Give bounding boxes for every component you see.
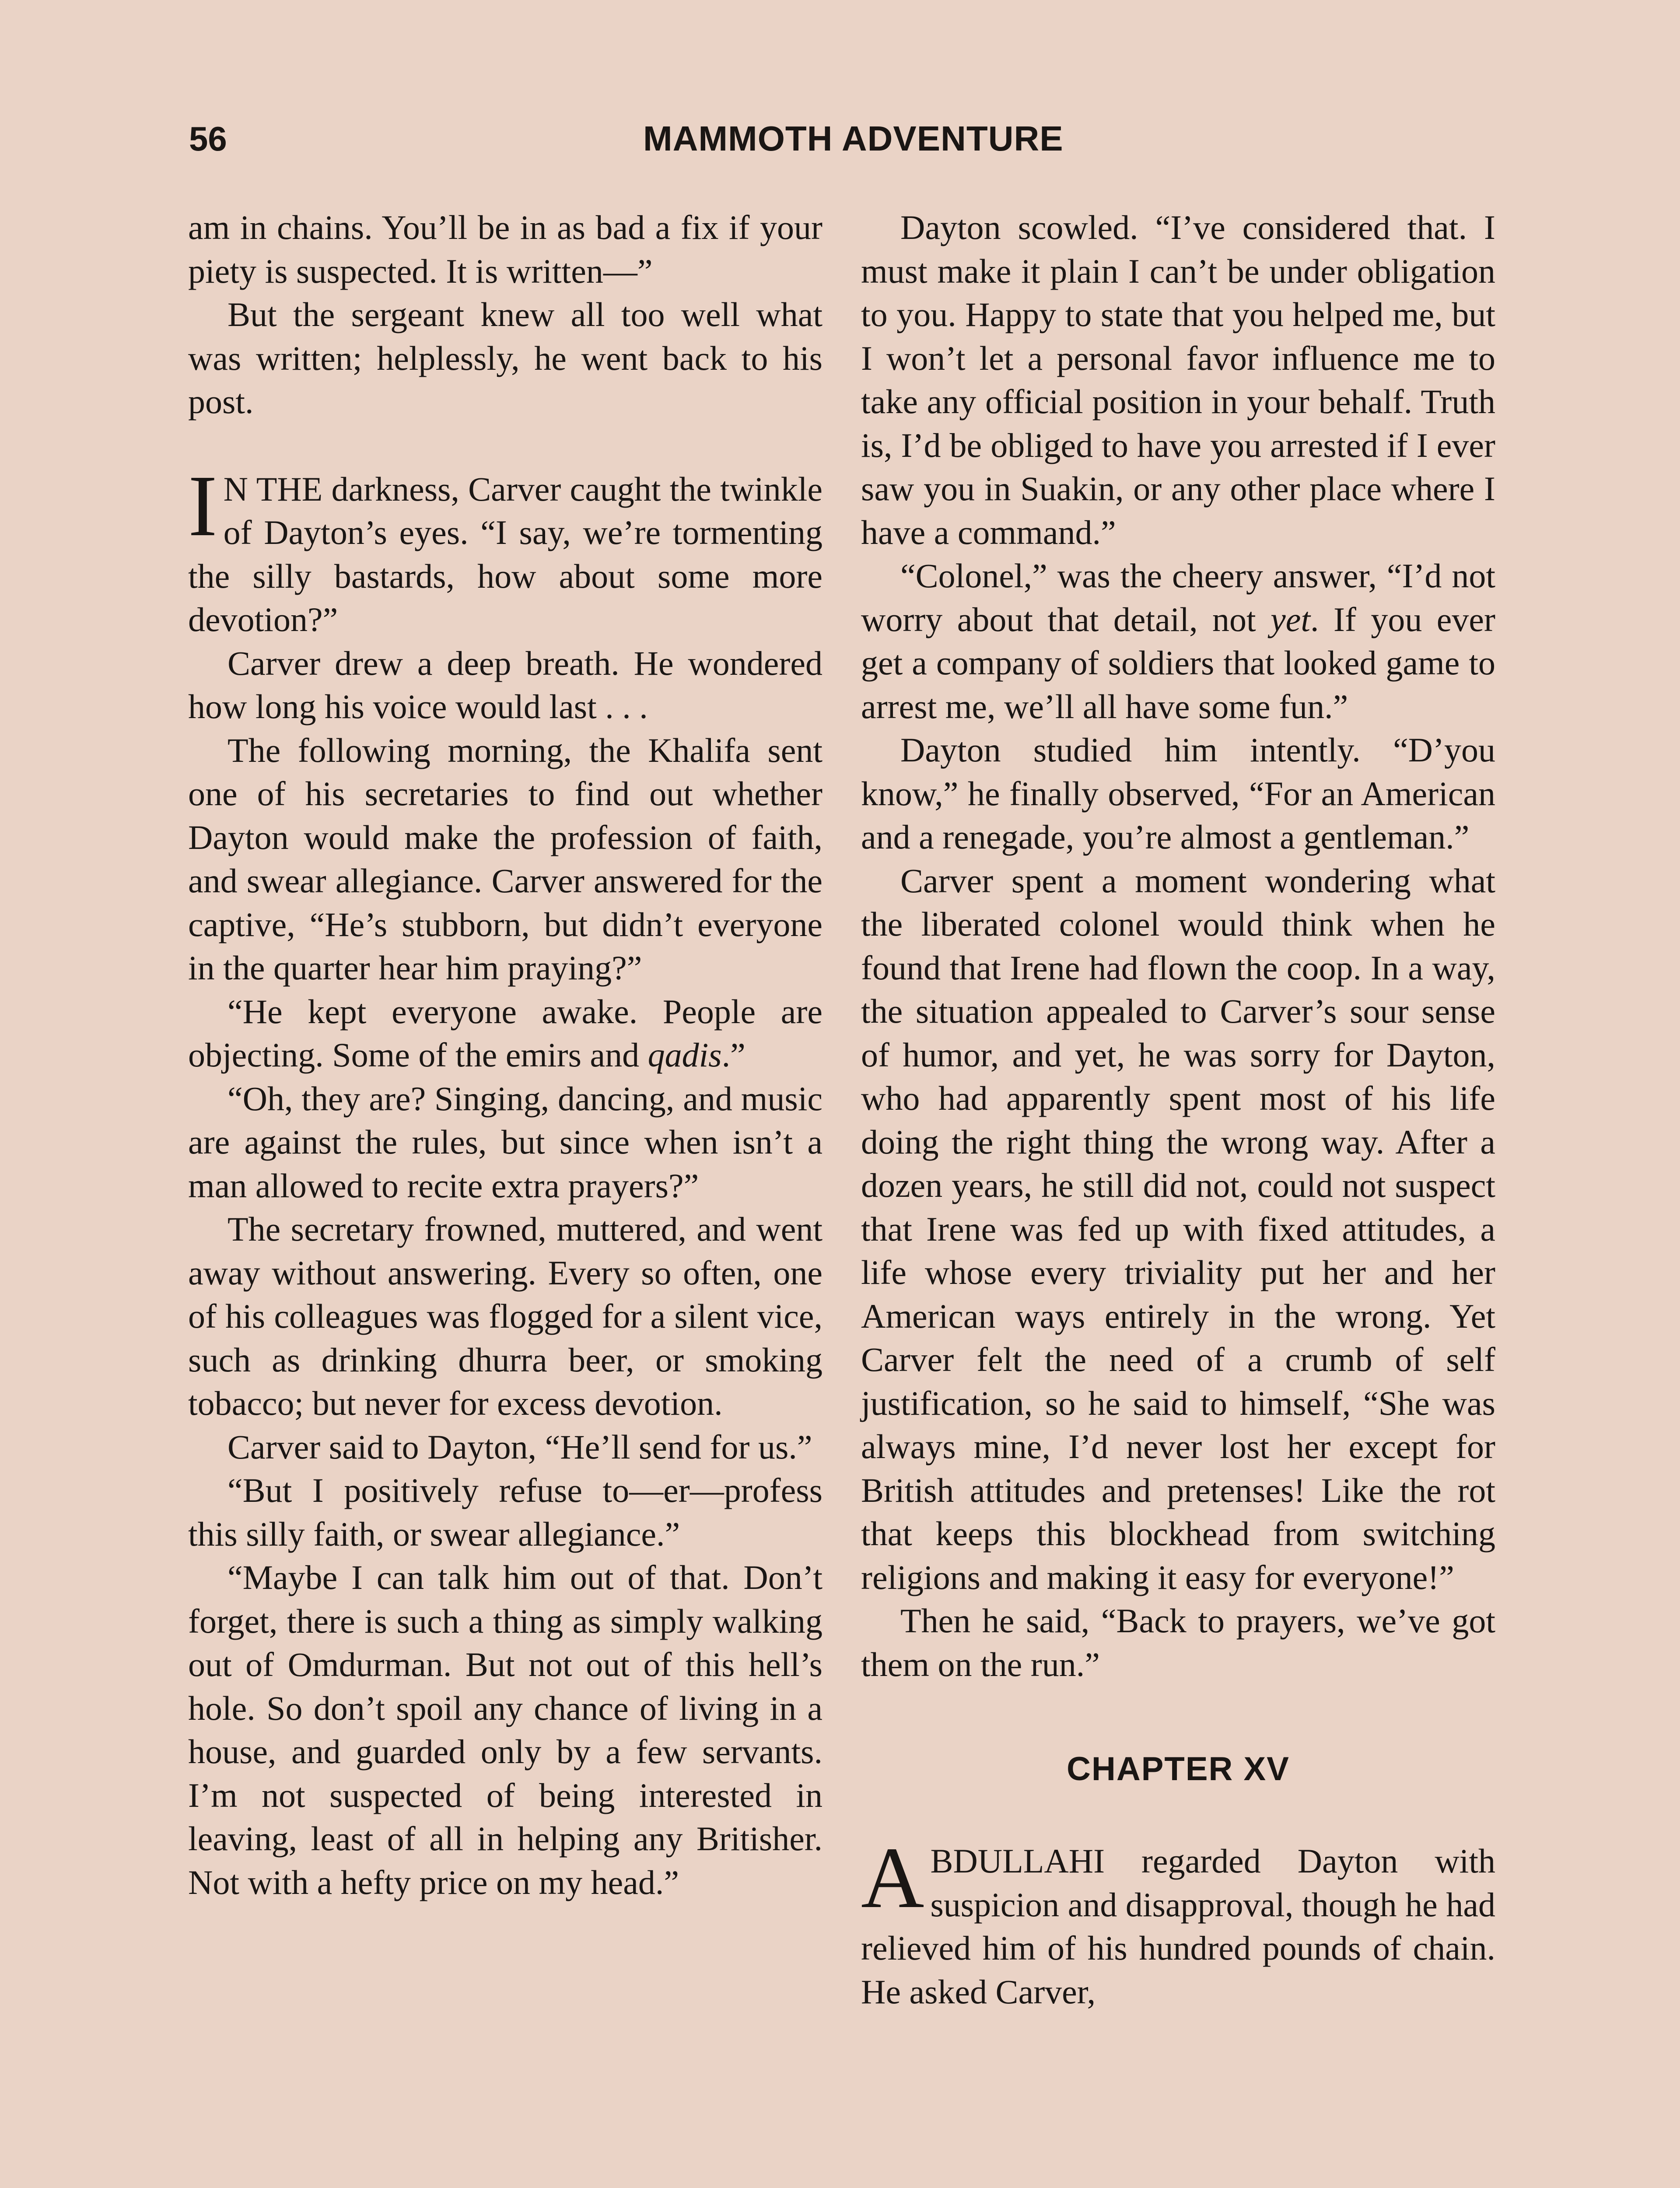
chapter-heading: CHAPTER XV (1067, 1750, 1290, 1788)
paragraph: Dayton studied him intently. “D’you know,” he finally observed, “For an American and a renegade, you’re almost a gentleman.” (861, 731, 1495, 856)
running-title: MAMMOTH ADVENTURE (643, 119, 1064, 158)
drop-cap: A (861, 1830, 924, 1926)
italic-text: yet (1270, 600, 1311, 638)
paragraph-text: . If you ever get a company of soldiers that looked game to arrest me, we’ll all have some fun.” (861, 600, 1495, 726)
paragraph-text: .” (721, 1036, 746, 1074)
paragraph (861, 554, 1495, 728)
paragraph: Then he said, “Back to prayers, we’ve got them on the run.” (861, 1602, 1495, 1683)
paragraph: Carver said to Dayton, “He’ll send for us.” (228, 1427, 812, 1466)
drop-cap: I (188, 457, 217, 554)
right-column (861, 206, 1495, 2013)
paragraph: “Maybe I can talk him out of that. Don’t forget, there is such a thing as simply walking out of Omdurman. But not out of this hell’s hole. So don’t spoil any chance of living in a house, and guarded only by a few servants. I’m not suspected of being interested in leaving, least of all in helping any Britisher. Not with a hefty price on my head.” (188, 1558, 822, 1901)
paragraph (188, 990, 822, 1077)
paragraph: Dayton scowled. “I’ve considered that. I must make it plain I can’t be under obligation to you. Happy to state that you helped me, but I won’t let a personal favor influence me to take any official position in your behalf. Truth is, I’d be obliged to have you arrested if I ever saw you in Suakin, or any other place where I have a command.” (861, 208, 1495, 551)
paragraph: “But I positively refuse to—er—profess this silly faith, or swear allegiance.” (188, 1471, 822, 1553)
paragraph: am in chains. You’ll be in as bad a fix if your piety is suspected. It is written—” (188, 208, 822, 290)
paragraph: “Oh, they are? Singing, dancing, and music are against the rules, but since when isn’t a man allowed to recite extra prayers?” (188, 1079, 822, 1205)
left-column (188, 206, 822, 1904)
paragraph: But the sergeant knew all too well what was written; helplessly, he went back to his post. (188, 295, 822, 421)
dropcap-paragraph (861, 1830, 1495, 2013)
paragraph: The following morning, the Khalifa sent one of his secretaries to find out whether Dayton would make the profession of faith, and swear allegiance. Carver answered for the captive, “He’s stubborn, but didn’t everyone in the quarter hear him praying?” (188, 731, 822, 987)
dropcap-paragraph (188, 457, 822, 642)
paragraph-text: “He kept everyone awake. People are objecting. Some of the emirs and (188, 992, 822, 1074)
paragraph: The secretary frowned, muttered, and went away without answering. Every so often, one of his colleagues was flogged for a silent vice, such as drinking dhurra beer, or smoking tobacco; but never for excess devotion. (188, 1210, 822, 1422)
italic-text: qadis (648, 1036, 722, 1074)
page-number: 56 (189, 119, 227, 158)
paragraph-text: “Colonel,” was the cheery answer, “I’d not worry about that detail, not (861, 557, 1495, 638)
paragraph: Carver drew a deep breath. He wondered how long his voice would last . . . (188, 644, 822, 726)
paragraph-text: N THE darkness, Carver caught the twinkle of Dayton’s eyes. “I say, we’re tormenting the silly bastards, how about some more devotion?” (188, 470, 822, 638)
paragraph: Carver spent a moment wondering what the liberated colonel would think when he found that Irene had flown the coop. In a way, the situation appealed to Carver’s sour sense of humor, and yet, he was sorry for Dayton, who had apparently spent most of his life doing the right thing the wrong way. After a dozen years, he still did not, could not suspect that Irene was fed up with fixed attitudes, a life whose every triviality put her and her American ways entirely in the wrong. Yet Carver felt the need of a crumb of self justification, so he said to himself, “She was always mine, I’d never lost her except for British attitudes and pretenses! Like the rot that keeps this blockhead from switching religions and making it easy for everyone!” (861, 861, 1495, 1596)
page-header (0, 115, 1680, 163)
paragraph-text: BDULLAHI regarded Dayton with suspicion and disapproval, though he had relieved him of his hundred pounds of chain. He asked Carver, (861, 1842, 1495, 2011)
